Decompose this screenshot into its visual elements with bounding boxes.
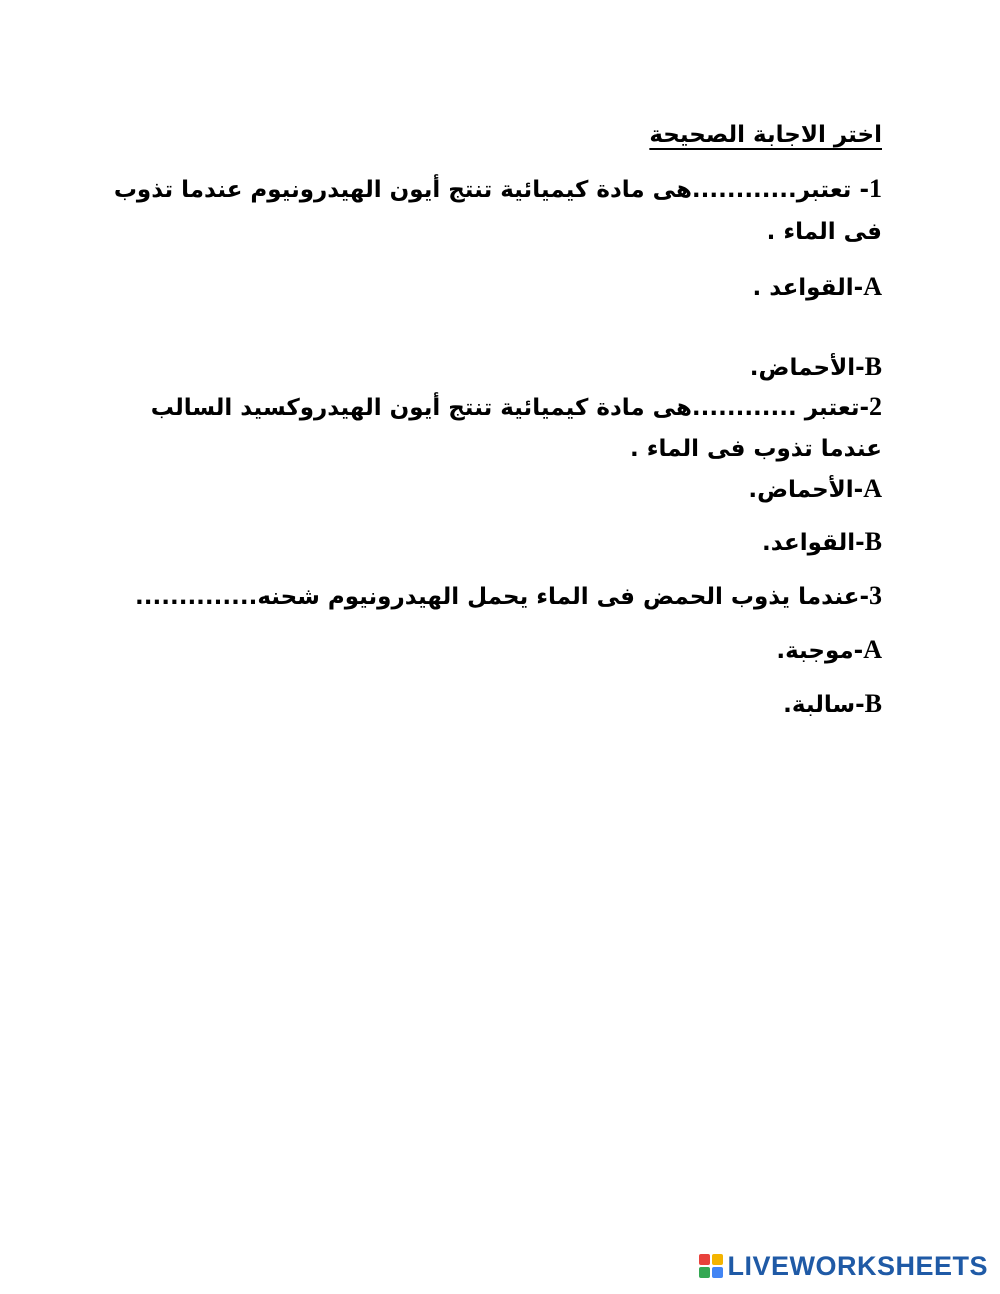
- question-1-text: - تعتبر............هى مادة كيميائية تنتج أيون الهيدرونيوم عندما تذوب: [113, 177, 869, 203]
- option-letter: B: [864, 689, 882, 718]
- worksheet-title: اختر الاجابة الصحيحة: [649, 122, 882, 148]
- question-1-option-a[interactable]: [753, 270, 882, 305]
- question-2-option-a[interactable]: [748, 472, 882, 507]
- logo-square-green: [699, 1267, 710, 1278]
- logo-square-red: [699, 1254, 710, 1265]
- option-text: -القواعد.: [761, 530, 865, 556]
- question-1-line-2: فى الماء .: [766, 219, 882, 245]
- option-text: -الأحماض.: [749, 355, 865, 381]
- question-3-line-1: [135, 579, 882, 614]
- question-3-number: 3: [869, 581, 882, 610]
- logo-square-blue: [712, 1267, 723, 1278]
- liveworksheets-brand[interactable]: [699, 1252, 988, 1280]
- option-text: -الأحماض.: [748, 477, 864, 503]
- question-3-option-b[interactable]: [783, 687, 882, 722]
- question-2-line-1: [151, 390, 882, 425]
- question-1-option-b[interactable]: [750, 350, 882, 385]
- option-letter: B: [864, 527, 882, 556]
- question-2-number: 2: [869, 392, 882, 421]
- option-letter: A: [863, 474, 882, 503]
- logo-square-yellow: [712, 1254, 723, 1265]
- question-1-line-1: [114, 172, 882, 207]
- option-letter: B: [864, 352, 882, 381]
- option-text: -القواعد .: [752, 275, 864, 301]
- option-text: -سالبة.: [783, 692, 865, 718]
- option-letter: A: [863, 635, 882, 664]
- option-letter: A: [863, 272, 882, 301]
- option-text: -موجبة.: [776, 638, 864, 664]
- liveworksheets-logo-icon: [699, 1254, 723, 1278]
- brand-name: LIVEWORKSHEETS: [727, 1251, 988, 1281]
- question-1-number: 1: [869, 174, 882, 203]
- question-2-line-2: عندما تذوب فى الماء .: [629, 436, 882, 462]
- question-3-text: -عندما يذوب الحمض فى الماء يحمل الهيدرونيوم شحنه..............: [135, 584, 869, 610]
- question-3-option-a[interactable]: [776, 633, 882, 668]
- question-2-option-b[interactable]: [762, 525, 882, 560]
- question-2-text: -تعتبر ............هى مادة كيميائية تنتج أيون الهيدروكسيد السالب: [150, 395, 869, 421]
